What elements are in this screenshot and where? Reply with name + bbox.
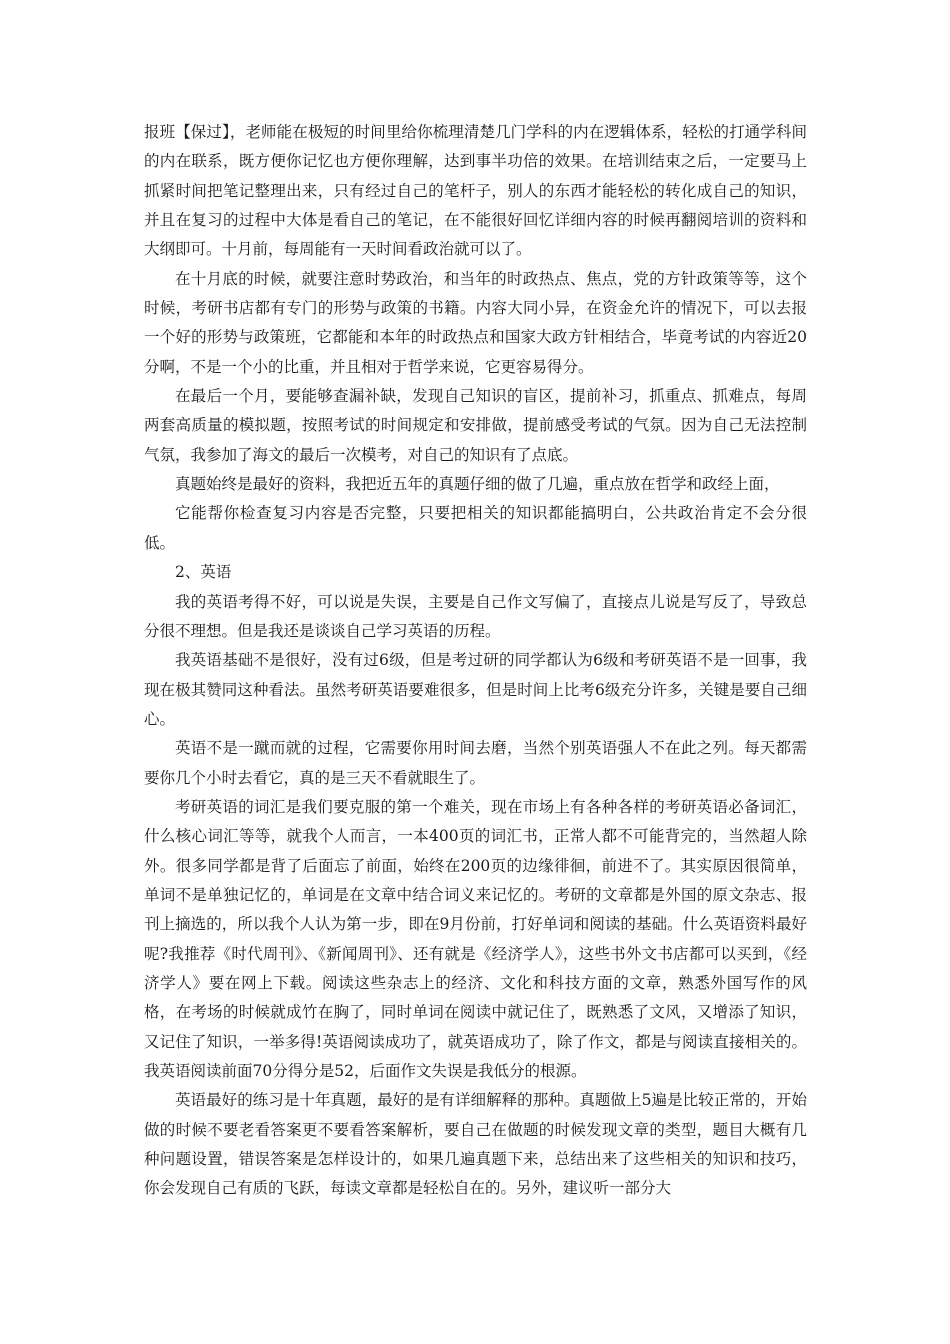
paragraph: 我英语基础不是很好，没有过6级，但是考过研的同学都认为6级和考研英语不是一回事，我现在极其赞同这种看法。虽然考研英语要难很多，但是时间上比考6级充分许多，关键是要自己细心。: [144, 651, 807, 728]
paragraph: 我的英语考得不好，可以说是失误，主要是自己作文写偏了，直接点儿说是写反了，导致总分很不理想。但是我还是谈谈自己学习英语的历程。: [144, 592, 807, 640]
document-page: [144, 118, 807, 1204]
paragraph: 报班【保过】，老师能在极短的时间里给你梳理清楚几门学科的内在逻辑体系，轻松的打通学科间的内在联系，既方便你记忆也方便你理解，达到事半功倍的效果。在培训结束之后，一定要马上抓紧时间把笔记整理出来，只有经过自己的笔杆子，别人的东西才能轻松的转化成自己的知识，并且在复习的过程中大体是看自己的笔记，在不能很好回忆详细内容的时候再翻阅培训的资料和大纲即可。十月前，每周能有一天时间看政治就可以了。: [144, 123, 807, 259]
paragraph: 英语不是一蹴而就的过程，它需要你用时间去磨，当然个别英语强人不在此之列。每天都需要你几个小时去看它，真的是三天不看就眼生了。: [144, 739, 807, 787]
paragraph: 在十月底的时候，就要注意时势政治，和当年的时政热点、焦点，党的方针政策等等，这个时候，考研书店都有专门的形势与政策的书籍。内容大同小异，在资金允许的情况下，可以去报一个好的形势与政策班，它都能和本年的时政热点和国家大政方针相结合，毕竟考试的内容近20分啊，不是一个小的比重，并且相对于哲学来说，它更容易得分。: [144, 269, 807, 376]
paragraph: 在最后一个月，要能够查漏补缺，发现自己知识的盲区，提前补习，抓重点、抓难点，每周两套高质量的模拟题，按照考试的时间规定和安排做，提前感受考试的气氛。因为自己无法控制气氛，我参加了海文的最后一次模考，对自己的知识有了点底。: [144, 387, 807, 464]
paragraph: 真题始终是最好的资料，我把近五年的真题仔细的做了几遍，重点放在哲学和政经上面，: [175, 475, 780, 494]
paragraph: 英语最好的练习是十年真题，最好的是有详细解释的那种。真题做上5遍是比较正常的，开始做的时候不要老看答案更不要看答案解析，要自己在做题的时候发现文章的类型，题目大概有几种问题设置，错误答案是怎样设计的，如果几遍真题下来，总结出来了这些相关的知识和技巧，你会发现自己有质的飞跃，每读文章都是轻松自在的。另外，建议听一部分大: [144, 1091, 807, 1198]
paragraph: 它能帮你检查复习内容是否完整，只要把相关的知识都能搞明白，公共政治肯定不会分很低。: [144, 504, 807, 552]
section-heading: 2、英语: [175, 563, 232, 582]
paragraph: 考研英语的词汇是我们要克服的第一个难关，现在市场上有各种各样的考研英语必备词汇，什么核心词汇等等，就我个人而言，一本400页的词汇书，正常人都不可能背完的，当然超人除外。很多同学都是背了后面忘了前面，始终在200页的边缘徘徊，前进不了。其实原因很简单，单词不是单独记忆的，单词是在文章中结合词义来记忆的。考研的文章都是外国的原文杂志、报刊上摘选的，所以我个人认为第一步，即在9月份前，打好单词和阅读的基础。什么英语资料最好呢?我推荐《时代周刊》、《新闻周刊》、还有就是《经济学人》，这些书外文书店都可以买到，《经济学人》要在网上下载。阅读这些杂志上的经济、文化和科技方面的文章，熟悉外国写作的风格，在考场的时候就成竹在胸了，同时单词在阅读中就记住了，既熟悉了文风，又增添了知识，又记住了知识，一举多得!英语阅读成功了，就英语成功了，除了作文，都是与阅读直接相关的。我英语阅读前面70分得分是52，后面作文失误是我低分的根源。: [144, 797, 807, 1080]
